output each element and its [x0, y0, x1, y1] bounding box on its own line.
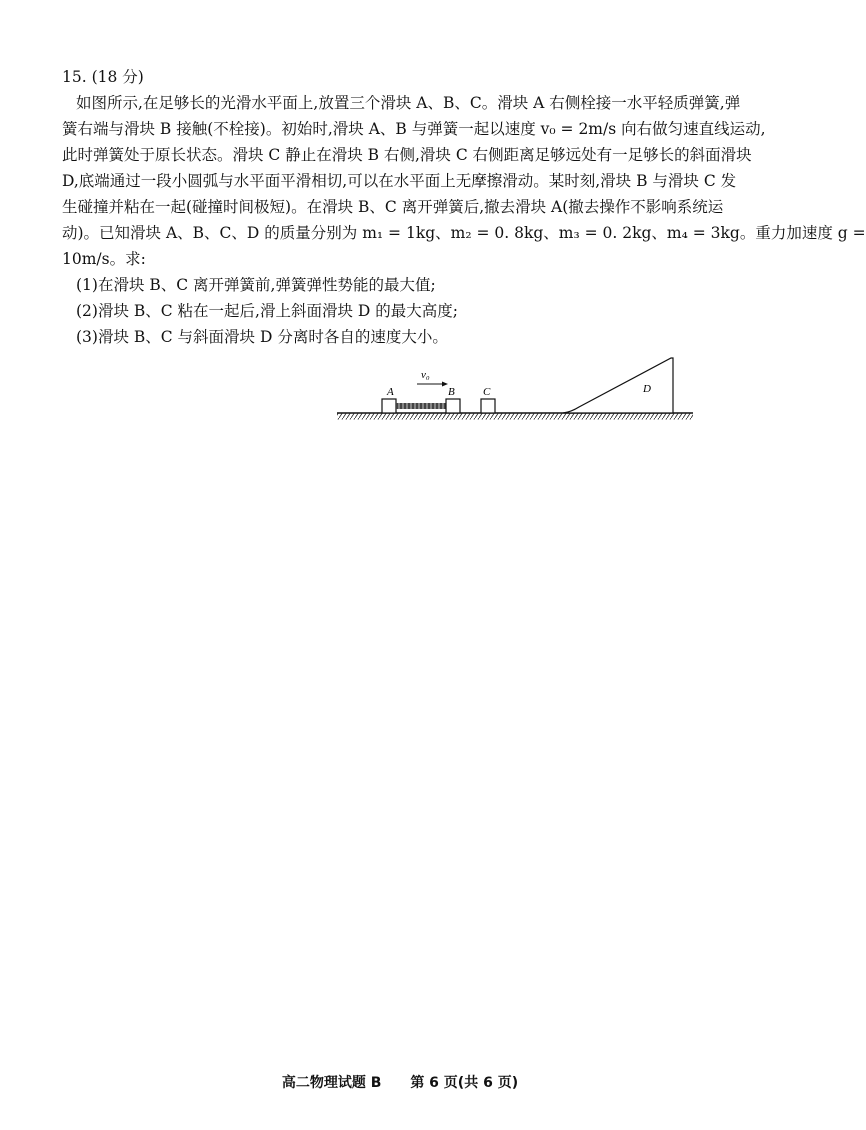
- label-b: B: [448, 386, 455, 398]
- figure-svg: [335, 352, 695, 424]
- sub-question-2: (2)滑块 B、C 粘在一起后,滑上斜面滑块 D 的最大高度;: [76, 302, 458, 320]
- block-b: [446, 399, 460, 413]
- ground-hatch: [337, 414, 693, 420]
- body-line-3: 此时弹簧处于原长状态。滑块 C 静止在滑块 B 右侧,滑块 C 右侧距离足够远处有一足够长的斜面滑块: [62, 146, 752, 164]
- page-number: 第 6 页(共 6 页): [410, 1075, 519, 1091]
- velocity-label: v₀: [421, 369, 430, 381]
- body-line-4: D,底端通过一段小圆弧与水平面平滑相切,可以在水平面上无摩擦滑动。某时刻,滑块 B 与滑块 C 发: [62, 172, 737, 190]
- label-c: C: [483, 386, 491, 398]
- exam-title: 高二物理试题 B: [281, 1075, 382, 1091]
- page-footer: [0, 1072, 800, 1092]
- physics-figure: [335, 352, 695, 428]
- body-line-6: 动)。已知滑块 A、B、C、D 的质量分别为 m₁ = 1kg、m₂ = 0. 8kg、m₃ = 0. 2kg、m₄ = 3kg。重力加速度 g =: [62, 224, 866, 242]
- sub-question-3: (3)滑块 B、C 与斜面滑块 D 分离时各自的速度大小。: [76, 328, 448, 346]
- sub-question-1: (1)在滑块 B、C 离开弹簧前,弹簧弹性势能的最大值;: [76, 276, 436, 294]
- body-line-2: 簧右端与滑块 B 接触(不栓接)。初始时,滑块 A、B 与弹簧一起以速度 v₀ = 2m/s 向右做匀速直线运动,: [62, 120, 766, 138]
- body-line-5: 生碰撞并粘在一起(碰撞时间极短)。在滑块 B、C 离开弹簧后,撤去滑块 A(撤去操作不影响系统运: [62, 198, 724, 216]
- body-line-1: 如图所示,在足够长的光滑水平面上,放置三个滑块 A、B、C。滑块 A 右侧栓接一水平轻质弹簧,弹: [76, 94, 741, 112]
- label-d: D: [643, 383, 651, 395]
- question-header: 15. (18 分): [62, 68, 144, 86]
- label-a: A: [387, 386, 394, 398]
- block-c: [481, 399, 495, 413]
- incline-d: [563, 358, 673, 413]
- block-a: [382, 399, 396, 413]
- spring: [396, 403, 446, 409]
- body-line-7: 10m/s。求:: [62, 250, 146, 268]
- question-15: [62, 64, 866, 350]
